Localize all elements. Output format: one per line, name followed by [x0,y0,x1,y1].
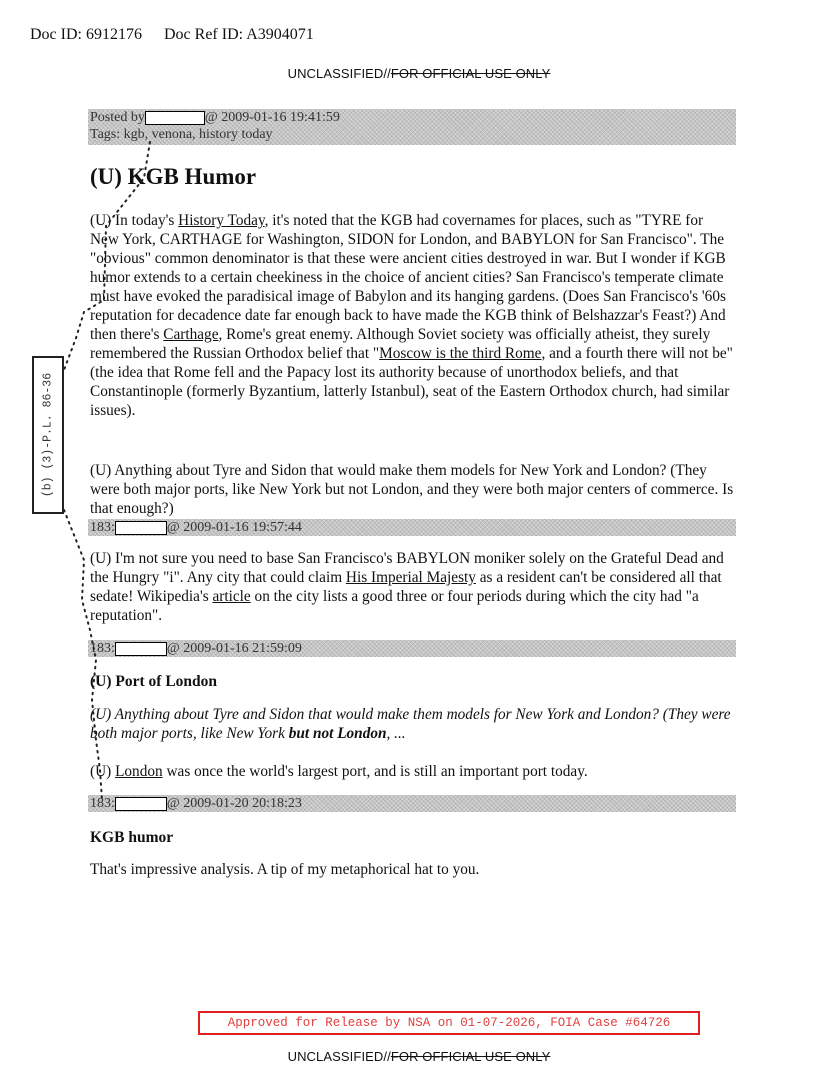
bold-text: but not London [288,725,387,742]
comment-2-title: (U) Port of London [90,673,218,690]
comment-prefix: 183: [90,641,115,656]
text-run: (U) In today's [90,212,179,229]
text-run: , Rome's great enemy. Although Soviet society was officially atheist, they surely remembered the Russian Orthodox belief that " [90,326,711,362]
classification-struck: FOR OFFICIAL USE ONLY [390,66,551,81]
comment-timestamp: @ 2009-01-16 21:59:09 [166,641,302,656]
text-run: as a resident can't be considered all that sedate! Wikipedia's [90,569,722,605]
post-timestamp: @ 2009-01-16 19:41:59 [204,110,340,125]
doc-id: Doc ID: 6912176 [30,26,142,43]
paragraph-text: (U) Anything about Tyre and Sidon that would make them models for New York and London? (They were both major ports, like New York but not London, and they were both major centers of commerce. Is that enough?) [90,462,734,517]
release-stamp: Approved for Release by NSA on 01-07-2026, FOIA Case #64726 [198,1011,700,1035]
comment-timestamp: @ 2009-01-20 20:18:23 [166,796,302,811]
comment-prefix: 183: [90,796,115,811]
text-run: was once the world's largest port, and is still an important port today. [162,763,588,780]
text-run: , it's noted that the KGB had covernames for places, such as "TYRE for New York, CARTHAGE for Washington, SIDON for London, and BABYLON for San Francisco". The "obvious" common denominator is that these were ancient cities destroyed in war. But I wonder if KGB humor extends to a certain cheekiness in the choice of ancient cities? San Francisco's temperate climate must have evoked the paradisical image of Babylon and its hanging gardens. (Does San Francisco's '60s reputation for decadence date far enough back to have made the KGB think of Belshazzar's Feast?) And then there's [90,212,726,343]
text-run: on the city lists a good three or four periods during which the city had "a reputation". [90,588,699,624]
text-run: , and a fourth there will not be" (the idea that Rome fell and the Papacy lost its authority because of unorthodox beliefs, and that Constantinople (formerly Byzantium, latterly Istanbul), seat of the Eastern Orthodox church, had similar issues). [90,345,733,419]
classification-prefix: UNCLASSIFIED// [287,66,391,81]
paragraph-text: That's impressive analysis. A tip of my metaphorical hat to you. [90,861,480,878]
comment-3-title: KGB humor [90,829,174,846]
carthage-link[interactable]: Carthage [163,326,219,343]
classification-prefix: UNCLASSIFIED// [287,1049,391,1064]
third-rome-link[interactable]: Moscow is the third Rome [379,345,542,362]
london-link[interactable]: London [115,763,163,780]
comment-prefix: 183: [90,520,115,535]
post-tags: Tags: kgb, venona, history today [90,127,273,142]
exemption-label: (b) (3)-P.L. 86-36 [41,372,55,498]
history-today-link[interactable]: History Today [178,212,265,229]
wikipedia-article-link[interactable]: article [212,588,251,605]
his-imperial-majesty-link[interactable]: His Imperial Majesty [345,569,476,586]
classification-bottom [0,1049,838,1064]
text-run: (U) I'm not sure you need to base San Francisco's BABYLON moniker solely on the Grateful Dead and the Hungry "i". Any city that could claim [90,550,724,586]
comment-timestamp: @ 2009-01-16 19:57:44 [166,520,302,535]
text-run: (U) [90,763,116,780]
posted-by-label: Posted by [90,110,145,125]
doc-ref-id: Doc Ref ID: A3904071 [163,26,314,43]
text-run: (U) Anything about Tyre and Sidon that would make them models for New York and London? (They were both major ports, like New York [90,706,731,742]
text-run: , ... [386,725,406,742]
post-title: (U) KGB Humor [90,164,257,189]
classification-struck: FOR OFFICIAL USE ONLY [390,1049,551,1064]
